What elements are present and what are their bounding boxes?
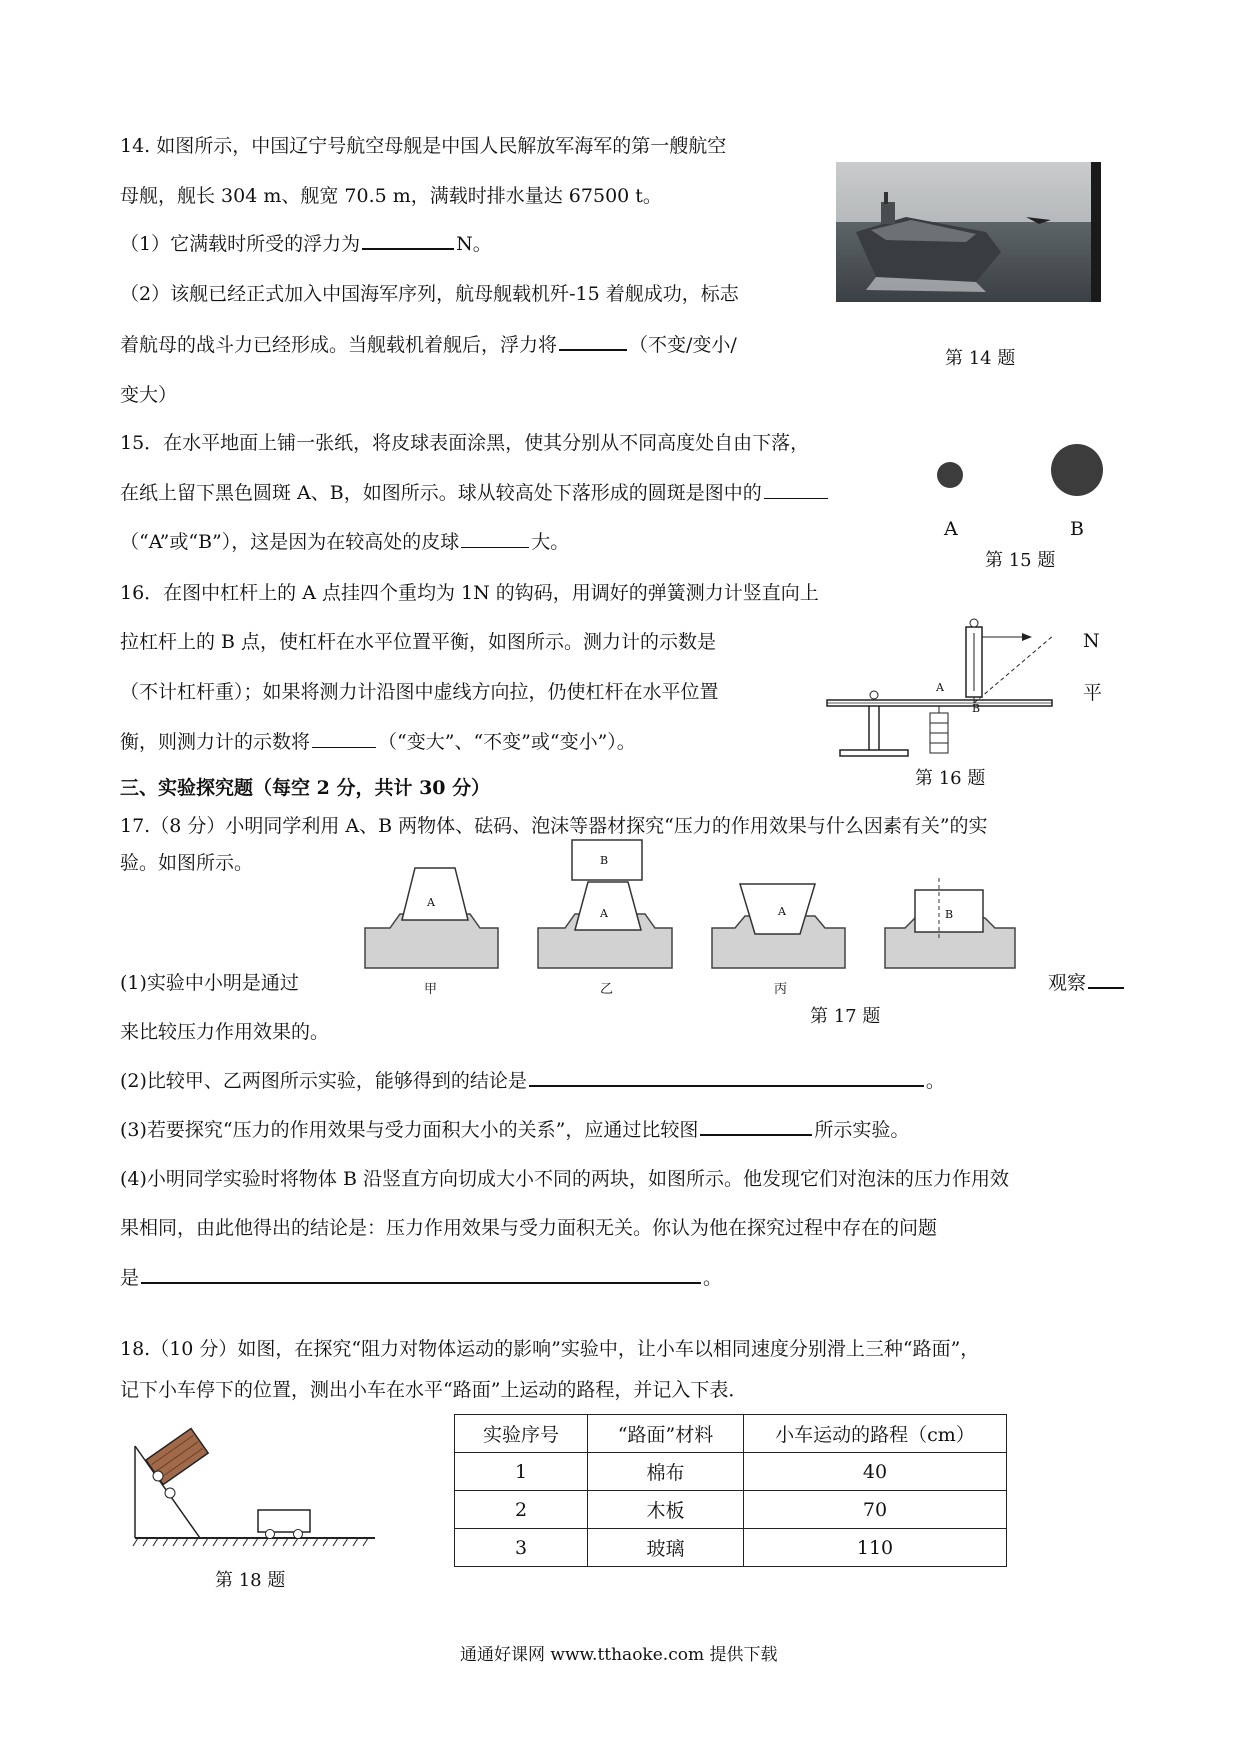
q16-side-ping: 平 xyxy=(1083,682,1103,704)
q17-label-jia: 甲 xyxy=(424,982,438,997)
q18-results-table xyxy=(454,1414,1007,1567)
q15-caption: 第 15 题 xyxy=(985,550,1056,571)
q17-sub1: (1)实验中小明是通过 xyxy=(120,972,299,994)
q16-side-n: N xyxy=(1083,630,1100,652)
q15-blank1[interactable] xyxy=(764,480,828,499)
table-header: 实验序号 xyxy=(455,1415,588,1453)
q14-caption: 第 14 题 xyxy=(945,348,1016,369)
table-cell: 110 xyxy=(744,1529,1007,1567)
q16-line1: 16．在图中杠杆上的 A 点挂四个重均为 1N 的钩码，用调好的弹簧测力计竖直向上 xyxy=(120,582,819,604)
q14-sub1: （1）它满载时所受的浮力为 N。 xyxy=(120,229,492,256)
aircraft-carrier-photo xyxy=(836,162,1101,302)
q17-blank4[interactable] xyxy=(141,1264,701,1284)
table-row xyxy=(455,1453,1007,1491)
q14-blank1[interactable] xyxy=(362,230,454,250)
q14-sub2-line2: 着航母的战斗力已经形成。当舰载机着舰后，浮力将 （不变/变小/ xyxy=(120,330,737,357)
q15-label-a: A xyxy=(944,518,958,540)
q17-sub4-line3: 是 。 xyxy=(120,1263,722,1290)
spot-b xyxy=(1051,444,1103,496)
page-footer: 通通好课网 www.tthaoke.com 提供下载 xyxy=(460,1645,778,1665)
table-cell: 70 xyxy=(744,1491,1007,1529)
q18-line1: 18.（10 分）如图，在探究“阻力对物体运动的影响”实验中，让小车以相同速度分别滑上三种“路面”， xyxy=(120,1338,980,1360)
q17-block-b-4: B xyxy=(945,908,954,921)
q17-caption: 第 17 题 xyxy=(810,1006,881,1027)
q18-ramp-figure xyxy=(130,1418,380,1548)
q14-sub2-line1: （2）该舰已经正式加入中国海军序列，航母舰载机歼-15 着舰成功，标志 xyxy=(120,283,739,305)
q17-sub1-line2: 来比较压力作用效果的。 xyxy=(120,1021,330,1043)
q17-panel-jia xyxy=(365,868,498,968)
q17-panel-4 xyxy=(885,878,1015,968)
q17-label-yi: 乙 xyxy=(600,982,614,997)
q17-block-a-yi: A xyxy=(600,907,608,920)
table-cell: 40 xyxy=(744,1453,1007,1491)
q15-blank2[interactable] xyxy=(461,529,529,548)
q17-line2: 验。如图所示。 xyxy=(120,852,254,874)
q17-label-bing: 丙 xyxy=(774,982,788,997)
table-header: “路面”材料 xyxy=(588,1415,744,1453)
q15-line3: （“A”或“B”），这是因为在较高处的皮球 大。 xyxy=(120,531,570,553)
table-cell: 玻璃 xyxy=(588,1529,744,1567)
spot-a xyxy=(937,462,963,488)
table-cell: 2 xyxy=(455,1491,588,1529)
q16-caption: 第 16 题 xyxy=(915,768,986,789)
q17-figure xyxy=(360,838,1030,988)
table-cell: 3 xyxy=(455,1529,588,1567)
q17-sub3: (3)若要探究“压力的作用效果与受力面积大小的关系”，应通过比较图 所示实验。 xyxy=(120,1115,909,1142)
q16-line3: （不计杠杆重）；如果将测力计沿图中虚线方向拉，仍使杠杆在水平位置 xyxy=(120,681,719,703)
table-cell: 棉布 xyxy=(588,1453,744,1491)
q16-line2: 拉杠杆上的 B 点，使杠杆在水平位置平衡，如图所示。测力计的示数是 xyxy=(120,631,717,653)
q16-label-b: B xyxy=(972,702,981,715)
q17-blank3[interactable] xyxy=(700,1116,812,1136)
q18-line2: 记下小车停下的位置，测出小车在水平“路面”上运动的路程，并记入下表． xyxy=(120,1379,748,1401)
table-header-row xyxy=(455,1415,1007,1453)
table-cell: 1 xyxy=(455,1453,588,1491)
q16-label-a: A xyxy=(936,681,944,694)
table-row xyxy=(455,1529,1007,1567)
q15-line1: 15．在水平地面上铺一张纸，将皮球表面涂黑，使其分别从不同高度处自由下落， xyxy=(120,432,810,454)
q17-blank1[interactable] xyxy=(1088,969,1124,989)
q16-line4: 衡，则测力计的示数将 （“变大”、“不变”或“变小”）。 xyxy=(120,731,636,753)
q16-blank[interactable] xyxy=(312,729,376,748)
q15-line2: 在纸上留下黑色圆斑 A、B，如图所示。球从较高处下落形成的圆斑是图中的 xyxy=(120,478,830,505)
section3-title: 三、实验探究题（每空 2 分，共计 30 分） xyxy=(120,777,491,799)
q17-block-a-jia: A xyxy=(427,896,435,909)
q17-sub4-line2: 果相同，由此他得出的结论是：压力作用效果与受力面积无关。你认为他在探究过程中存在的问题 xyxy=(120,1217,938,1239)
q14-line2: 母舰，舰长 304 m、舰宽 70.5 m，满载时排水量达 67500 t。 xyxy=(120,185,662,207)
q17-sub4-line1: (4)小明同学实验时将物体 B 沿竖直方向切成大小不同的两块，如图所示。他发现它们对泡沫的压力作用效 xyxy=(120,1168,1009,1190)
q14-blank2[interactable] xyxy=(559,331,627,351)
q14-line1: 14. 如图所示，中国辽宁号航空母舰是中国人民解放军海军的第一艘航空 xyxy=(120,135,727,157)
q17-block-a-bing: A xyxy=(778,905,786,918)
q17-panel-bing xyxy=(712,884,845,968)
q17-sub2: (2)比较甲、乙两图所示实验，能够得到的结论是 。 xyxy=(120,1066,945,1093)
table-cell: 木板 xyxy=(588,1491,744,1529)
q17-block-b-yi: B xyxy=(600,854,609,867)
table-row xyxy=(455,1491,1007,1529)
q17-blank2[interactable] xyxy=(529,1067,924,1087)
q14-sub2-line3: 变大） xyxy=(120,384,178,406)
q18-caption: 第 18 题 xyxy=(215,1570,286,1591)
q17-line1: 17.（8 分）小明同学利用 A、B 两物体、砝码、泡沫等器材探究“压力的作用效果与什么因素有关”的实 xyxy=(120,815,988,837)
q17-sub1-right: 观察 xyxy=(1048,968,1126,995)
table-header: 小车运动的路程（cm） xyxy=(744,1415,1007,1453)
q15-label-b: B xyxy=(1070,518,1084,540)
